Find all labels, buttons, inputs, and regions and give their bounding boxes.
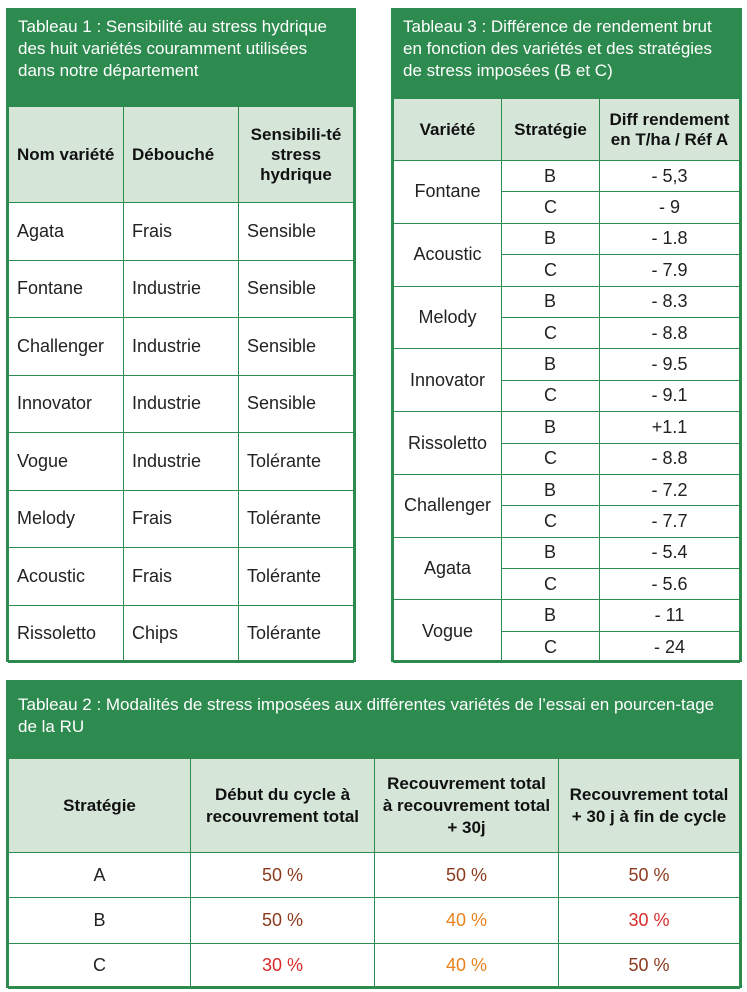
table3-header-strategy: Stratégie [502,99,600,161]
table-row [394,349,740,380]
diff-cell: - 5.4 [600,537,740,568]
percent-cell: 30 % [191,943,375,988]
sensitivity-cell: Tolérante [239,433,354,491]
strategy-cell: C [502,443,600,474]
percent-cell: 50 % [191,898,375,943]
strategy-cell: B [502,412,600,443]
table-row [9,943,740,988]
strategy-cell: C [502,255,600,286]
diff-cell: - 9.1 [600,380,740,411]
strategy-cell: B [502,161,600,192]
strategy-cell: B [502,349,600,380]
diff-cell: - 24 [600,631,740,662]
table-row [9,490,354,548]
strategy-cell: C [9,943,191,988]
table3-header-row [394,99,740,161]
table2-header-period1: Début du cycle à recouvrement total [191,759,375,853]
table3-header-variety: Variété [394,99,502,161]
strategy-cell: B [502,537,600,568]
percent-cell: 50 % [191,853,375,898]
sensitivity-cell: Tolérante [239,490,354,548]
table-row [9,853,740,898]
strategy-cell: C [502,192,600,223]
diff-cell: - 9.5 [600,349,740,380]
sensitivity-cell: Tolérante [239,605,354,663]
table-row [9,898,740,943]
strategy-cell: B [502,223,600,254]
diff-cell: - 1.8 [600,223,740,254]
sensitivity-cell: Sensible [239,375,354,433]
variety-cell: Rissoletto [394,412,502,475]
diff-cell: - 5.6 [600,569,740,600]
table1-header-sensitivity: Sensibili-té stress hydrique [239,107,354,203]
table-row [9,318,354,376]
variety-cell: Melody [394,286,502,349]
table1-panel [6,8,356,662]
percent-cell: 50 % [375,853,559,898]
outlet-cell: Industrie [124,318,239,376]
percent-cell: 40 % [375,943,559,988]
variety-cell: Vogue [394,600,502,663]
table1-header-outlet: Débouché [124,107,239,203]
table1 [8,106,354,663]
table1-header-row [9,107,354,203]
table2 [8,758,740,989]
table3-panel [391,8,742,662]
diff-cell: - 11 [600,600,740,631]
table2-header-row [9,759,740,853]
sensitivity-cell: Tolérante [239,548,354,606]
strategy-cell: B [502,600,600,631]
variety-cell: Acoustic [9,548,124,606]
percent-cell: 30 % [559,898,740,943]
variety-cell: Innovator [394,349,502,412]
table-row [9,260,354,318]
percent-cell: 50 % [559,943,740,988]
strategy-cell: B [502,474,600,505]
variety-cell: Acoustic [394,223,502,286]
diff-cell: - 7.9 [600,255,740,286]
outlet-cell: Frais [124,203,239,261]
variety-cell: Vogue [9,433,124,491]
strategy-cell: C [502,569,600,600]
variety-cell: Challenger [9,318,124,376]
table-row [9,433,354,491]
outlet-cell: Frais [124,490,239,548]
table2-header-period3: Recouvrement total + 30 j à fin de cycle [559,759,740,853]
table-row [9,203,354,261]
table-row [394,474,740,505]
strategy-cell: C [502,317,600,348]
strategy-cell: C [502,380,600,411]
diff-cell: - 8.8 [600,443,740,474]
outlet-cell: Industrie [124,433,239,491]
strategy-cell: B [9,898,191,943]
table-row [9,375,354,433]
percent-cell: 40 % [375,898,559,943]
table3 [393,98,740,663]
diff-cell: - 8.3 [600,286,740,317]
table-row [394,286,740,317]
strategy-cell: C [502,631,600,662]
variety-cell: Rissoletto [9,605,124,663]
sensitivity-cell: Sensible [239,318,354,376]
percent-cell: 50 % [559,853,740,898]
variety-cell: Innovator [9,375,124,433]
table-row [394,223,740,254]
table-row [394,161,740,192]
variety-cell: Melody [9,490,124,548]
table2-header-period2: Recouvrement total à recouvrement total + 30j [375,759,559,853]
table-row [394,537,740,568]
table2-header-strategy: Stratégie [9,759,191,853]
table-row [394,600,740,631]
variety-cell: Fontane [9,260,124,318]
table-row [9,548,354,606]
diff-cell: - 9 [600,192,740,223]
table2-panel [6,680,742,988]
diff-cell: - 5,3 [600,161,740,192]
table1-title: Tableau 1 : Sensibilité au stress hydrique des huit variétés couramment utilisées dans notre département [8,10,354,106]
variety-cell: Fontane [394,161,502,224]
table3-header-diff: Diff rendement en T/ha / Réf A [600,99,740,161]
sensitivity-cell: Sensible [239,203,354,261]
variety-cell: Challenger [394,474,502,537]
table-row [9,605,354,663]
strategy-cell: B [502,286,600,317]
outlet-cell: Chips [124,605,239,663]
outlet-cell: Industrie [124,260,239,318]
table3-title: Tableau 3 : Différence de rendement brut en fonction des variétés et des stratégies de stress imposées (B et C) [393,10,740,98]
table-row [394,412,740,443]
diff-cell: - 7.2 [600,474,740,505]
variety-cell: Agata [394,537,502,600]
diff-cell: +1.1 [600,412,740,443]
diff-cell: - 7.7 [600,506,740,537]
variety-cell: Agata [9,203,124,261]
table2-title: Tableau 2 : Modalités de stress imposées aux différentes variétés de l’essai en pourcen-tage de la RU [8,682,740,758]
sensitivity-cell: Sensible [239,260,354,318]
table1-header-variety: Nom variété [9,107,124,203]
outlet-cell: Industrie [124,375,239,433]
diff-cell: - 8.8 [600,317,740,348]
strategy-cell: C [502,506,600,537]
outlet-cell: Frais [124,548,239,606]
strategy-cell: A [9,853,191,898]
